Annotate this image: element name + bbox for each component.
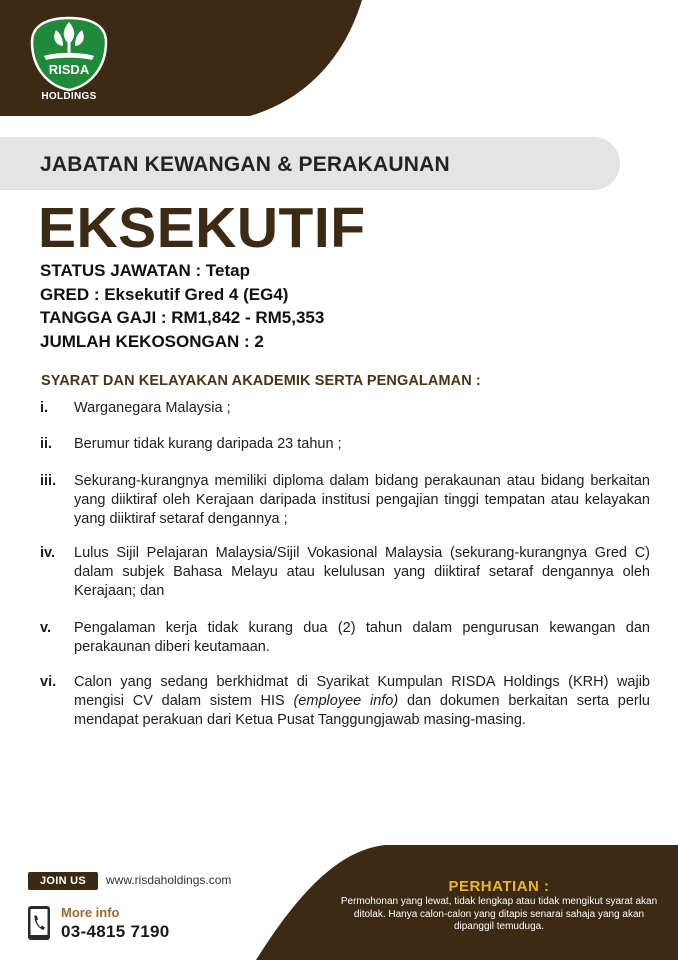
requirements-heading: SYARAT DAN KELAYAKAN AKADEMIK SERTA PENGALAMAN : — [41, 373, 481, 389]
requirement-text: Warganegara Malaysia ; — [74, 400, 231, 416]
salary-text: TANGGA GAJI : RM1,842 - RM5,353 — [40, 308, 325, 327]
phone-icon — [27, 905, 51, 941]
logo-text: RISDA — [48, 62, 90, 77]
job-info — [40, 259, 324, 353]
phone-number[interactable]: 03-4815 7190 — [61, 922, 170, 941]
job-title: EKSEKUTIF — [38, 196, 366, 260]
requirement-text: Lulus Sijil Pelajaran Malaysia/Sijil Vokasional Malaysia (sekurang-kurangnya Gred C) dalam subjek Bahasa Melayu atau kelulusan yang diiktiraf setaraf dengannya oleh Kerajaan; dan — [74, 545, 650, 599]
requirement-text: Pengalaman kerja tidak kurang dua (2) tahun dalam pengurusan kewangan dan perakaunan diberi keutamaan. — [74, 620, 650, 655]
requirement-number: i. — [40, 400, 49, 416]
requirement-text-part: dan dokumen berkaitan serta perlu mendapat perakuan dari Ketua Pusat Tanggungjawab masing-masing. — [74, 693, 650, 728]
vacancy-text: JUMLAH KEKOSONGAN : 2 — [40, 331, 264, 351]
requirement-number: v. — [40, 620, 52, 636]
requirement-item — [40, 399, 650, 418]
requirement-item — [40, 544, 650, 601]
requirement-text-part: Calon yang sedang berkhidmat di Syarikat Kumpulan RISDA Holdings (KRH) wajib mengisi CV dalam sistem HIS — [74, 674, 650, 709]
requirement-text: Sekurang-kurangnya memiliki diploma dalam bidang perakaunan atau bidang berkaitan yang diiktiraf oleh Kerajaan daripada institusi pengajian tinggi tempatan atau kelayakan yang diiktiraf setaraf dengannya ; — [74, 473, 650, 527]
requirement-text: Berumur tidak kurang daripada 23 tahun ; — [74, 436, 342, 452]
requirement-item — [40, 435, 650, 454]
notice-title: PERHATIAN : — [448, 878, 550, 895]
requirement-number: vi. — [40, 674, 57, 690]
risda-logo — [22, 8, 116, 104]
website-link[interactable]: www.risdaholdings.com — [106, 873, 232, 887]
grade-text: GRED : Eksekutif Gred 4 (EG4) — [40, 284, 289, 304]
requirement-number: ii. — [40, 436, 53, 452]
requirement-text — [74, 673, 650, 730]
requirement-item — [40, 619, 650, 657]
department-title: JABATAN KEWANGAN & PERAKAUNAN — [40, 153, 450, 176]
holdings-label: HOLDINGS — [41, 91, 97, 102]
more-info-label: More info — [61, 905, 120, 920]
notice-text: Permohonan yang lewat, tidak lengkap atau tidak mengikut syarat akan ditolak. Hanya calon-calon yang ditapis senarai sahaja yang akan dipanggil temuduga. — [340, 896, 658, 932]
requirement-number: iv. — [40, 545, 56, 561]
status-text: STATUS JAWATAN : Tetap — [40, 261, 250, 280]
join-us-badge: JOIN US — [28, 872, 98, 890]
requirement-text-italic: (employee info) — [293, 693, 399, 709]
requirement-item — [40, 673, 650, 730]
requirement-number: iii. — [40, 473, 57, 489]
requirement-item — [40, 472, 650, 529]
